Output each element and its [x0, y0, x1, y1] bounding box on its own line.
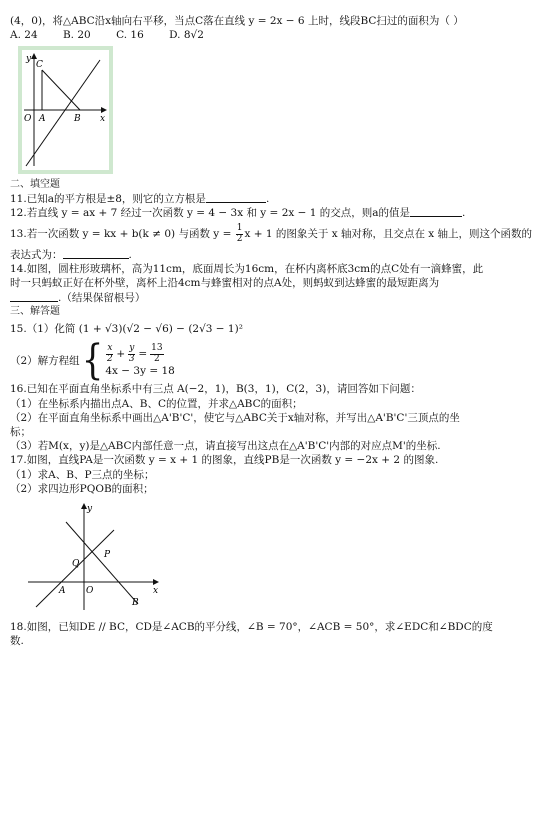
q17-line3: （2）求四边形PQOB的面积；	[10, 482, 154, 495]
q13-text: 13.若一次函数 y = kx + b(k ≠ 0) 与函数 y =	[10, 228, 235, 241]
label-a: A	[59, 585, 66, 596]
label-q: Q	[72, 558, 80, 569]
q13-frac-den: 2	[236, 233, 243, 244]
q10-figure-svg	[22, 50, 109, 170]
q10-options	[10, 28, 535, 42]
q12-end: .	[462, 207, 466, 220]
system-brace: {	[81, 337, 104, 386]
q12-answer-blank[interactable]	[410, 206, 462, 217]
q10-option-c: C. 16	[116, 29, 144, 42]
label-b: B	[132, 597, 139, 608]
line-2x-6	[26, 60, 100, 166]
q10-text: (4，0)，将△ABC沿x轴向右平移，当点C落在直线 y = 2x − 6 上时，线段BC扫过的面积为（ ）	[10, 15, 464, 27]
q10-figure	[18, 46, 113, 174]
q15-part2	[10, 337, 535, 386]
q11-end: .	[265, 192, 270, 205]
q17-line2: （1）求A、B、P三点的坐标；	[10, 468, 155, 481]
equation-system	[105, 344, 175, 378]
q13-frac-num: 1	[236, 223, 243, 234]
eq1-frac-x: $\frac{x}{2}$	[107, 343, 113, 364]
q10-option-b: B. 20	[62, 29, 91, 42]
q13-end: .	[128, 249, 132, 262]
q10-option-a: A. 24	[10, 29, 38, 42]
label-p: P	[104, 549, 111, 560]
q14-line3	[10, 291, 535, 305]
label-a: A	[39, 114, 46, 125]
q13-fraction	[236, 224, 244, 244]
q16-line5: （3）若M(x，y)是△ABC内部任意一点，请直接写出这点在△A'B'C'内部的对应点M'的坐标.	[10, 440, 441, 453]
label-y: y	[87, 503, 93, 514]
eq1-frac-y: $\frac{y}{3}$	[128, 343, 135, 364]
q16-line1: 16.已知在平面直角坐标系中有三点 A(−2，1)，B(3，1)，C(2，3)，请回答如下问题：	[10, 383, 421, 396]
q11-answer-blank[interactable]	[206, 192, 266, 203]
eq1-plus: +	[116, 348, 126, 361]
label-o: O	[24, 114, 32, 125]
q14-answer-blank[interactable]	[10, 291, 58, 302]
q16-line2: （1）在坐标系内描出点A、B、C的位置，并求△ABC的面积；	[10, 397, 303, 410]
q11-text: 11.已知a的平方根是±8，则它的立方根是	[10, 192, 206, 205]
q10-option-d: D. 8√2	[169, 29, 204, 42]
q11	[10, 192, 535, 206]
q14-line2: 时一只蚂蚁正好在杯外壁，离杯上沿4cm与蜂蜜相对的点A处，则蚂蚁到达蜂蜜的最短距离为	[10, 277, 440, 290]
q13-line2	[10, 248, 535, 262]
label-o: O	[86, 585, 94, 596]
q13-text2: x + 1 的图象关于 x 轴对称，且交点在 x 轴上，则这个函数的	[244, 228, 533, 241]
worksheet-page	[10, 14, 535, 648]
eq1-equals: =	[138, 348, 148, 361]
q15-part1: 15.（1）化简 (1 + √3)(√2 − √6) − (2√3 − 1)²	[10, 323, 243, 336]
q16-line4: 标；	[10, 425, 31, 438]
label-y: y	[26, 54, 32, 65]
q14-line1: 14.如图，圆柱形玻璃杯，高为11cm，底面周长为16cm，在杯内离杯底3cm的点C处有一滴蜂蜜，此	[10, 263, 484, 276]
q17-figure	[26, 502, 166, 612]
label-c: C	[36, 60, 43, 71]
q18-line2: 数.	[10, 635, 24, 648]
q14-line3-text: .（结果保留根号）	[58, 291, 146, 304]
label-x: x	[100, 114, 106, 125]
q16-line3: （2）在平面直角坐标系中画出△A'B'C'，使它与△ABC关于x轴对称，并写出△A'B'C'三顶点的坐	[10, 411, 460, 424]
q15-part2-label: （2）解方程组	[10, 355, 80, 368]
q12	[10, 206, 535, 220]
q13-line2-text: 表达式为：	[10, 249, 63, 262]
eq1-frac-rhs: $\frac{13}{2}$	[151, 343, 163, 364]
q17-line1: 17.如图，直线PA是一次函数 y = x + 1 的图象，直线PB是一次函数 y = −2x + 2 的图象.	[10, 454, 439, 467]
section-solve-title: 三、解答题	[10, 305, 60, 317]
segment-cb	[42, 70, 80, 110]
q17-figure-svg	[26, 502, 166, 612]
q12-text: 12.若直线 y = ax + 7 经过一次函数 y = 4 − 3x 和 y = 2x − 1 的交点，则a的值是	[10, 207, 411, 220]
section-fill-in-title: 二、填空题	[10, 179, 60, 191]
equation-2: 4x − 3y = 18	[105, 365, 175, 378]
label-b: B	[74, 114, 81, 125]
q18-line1: 18.如图，已知DE // BC，CD是∠ACB的平分线，∠B = 70°，∠ACB = 50°，求∠EDC和∠BDC的度	[10, 620, 493, 633]
q13-line1	[10, 224, 535, 244]
equation-1	[105, 344, 175, 364]
q13-answer-blank[interactable]	[63, 248, 129, 259]
label-x: x	[153, 585, 159, 596]
